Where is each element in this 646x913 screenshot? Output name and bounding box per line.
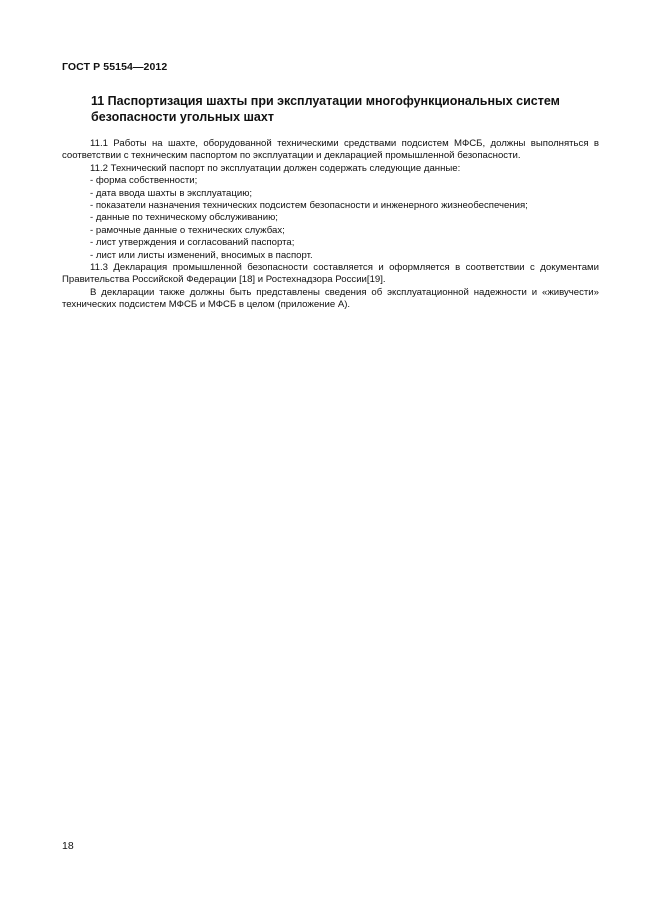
section-title: 11 Паспортизация шахты при эксплуатации многофункциональных систем безопасности угольных шахт xyxy=(91,94,560,124)
document-code: ГОСТ Р 55154—2012 xyxy=(62,61,168,73)
list-item: - лист утверждения и согласований паспорта; xyxy=(90,237,295,249)
list-item: - форма собственности; xyxy=(90,175,198,187)
paragraph-declaration: В декларации также должны быть представлены сведения об эксплуатационной надежности и «живучести» технических подсистем МФСБ и МФСБ в целом (приложение А). xyxy=(62,286,599,311)
list-item: - лист или листы изменений, вносимых в паспорт. xyxy=(90,249,313,261)
section-body xyxy=(62,138,599,312)
page-number: 18 xyxy=(62,840,74,852)
list-item: - рамочные данные о технических службах; xyxy=(90,224,285,236)
paragraph-11-2: 11.2 Технический паспорт по эксплуатации должен содержать следующие данные: xyxy=(90,162,461,174)
paragraph-11-1: 11.1 Работы на шахте, оборудованной техническими средствами подсистем МФСБ, должны выполняться в соответствии с техническим паспортом по эксплуатации и декларацией промышленной безопасности. xyxy=(62,138,599,162)
list-item: - показатели назначения технических подсистем безопасности и инженерного жизнеобеспечения; xyxy=(90,200,528,212)
list-item: - данные по техническому обслуживанию; xyxy=(90,212,278,224)
paragraph-11-3: 11.3 Декларация промышленной безопасности составляется и оформляется в соответствии с документами Правительства Российской Федерации [18] и Ростехнадзора России[19]. xyxy=(62,262,599,286)
list-item: - дата ввода шахты в эксплуатацию; xyxy=(90,187,253,199)
